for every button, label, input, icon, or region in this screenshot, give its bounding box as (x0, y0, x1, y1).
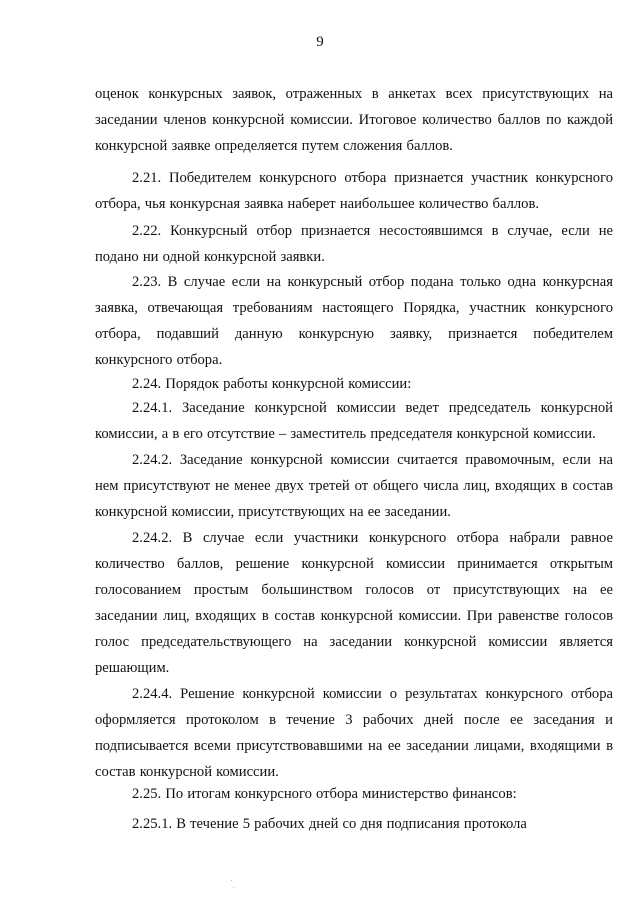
paragraph-2-24-1: 2.24.1. Заседание конкурсной комиссии ведет председатель конкурсной комиссии, а в его отсутствие – заместитель председателя конкурсной комиссии. (95, 399, 613, 442)
scan-speck (231, 880, 232, 881)
paragraph-2-24: 2.24. Порядок работы конкурсной комиссии: (132, 375, 412, 392)
paragraph-2-25-1: 2.25.1. В течение 5 рабочих дней со дня подписания протокола (132, 815, 527, 832)
paragraph-2-25: 2.25. По итогам конкурсного отбора министерство финансов: (132, 785, 517, 802)
paragraph-2-21: 2.21. Победителем конкурсного отбора признается участник конкурсного отбора, чья конкурсная заявка наберет наибольшее количество баллов. (95, 169, 613, 212)
paragraph-2-24-2-quorum: 2.24.2. Заседание конкурсной комиссии считается правомочным, если на нем присутствуют не менее двух третей от общего числа лиц, входящих в состав конкурсной комиссии, присутствующих на ее заседании. (95, 451, 613, 520)
paragraph-continuation: оценок конкурсных заявок, отраженных в анкетах всех присутствующих на заседании членов конкурсной комиссии. Итоговое количество баллов по каждой конкурсной заявке определяется путем сложения баллов. (95, 85, 613, 154)
paragraph-2-24-2-equal-score: 2.24.2. В случае если участники конкурсного отбора набрали равное количество баллов, решение конкурсной комиссии принимается открытым голосованием простым большинством голосов от присутствующих на ее заседании лиц, входящих в состав конкурсной комиссии. При равенстве голосов голос председательствующего на заседании конкурсной комиссии является решающим. (95, 529, 613, 676)
page-number: 9 (316, 34, 324, 50)
paragraph-2-23: 2.23. В случае если на конкурсный отбор подана только одна конкурсная заявка, отвечающая требованиям настоящего Порядка, участник конкурсного отбора, подавший данную конкурсную заявку, признается победителем конкурсного отбора. (95, 273, 613, 368)
paragraph-2-24-4: 2.24.4. Решение конкурсной комиссии о результатах конкурсного отбора оформляется протоколом в течение 3 рабочих дней после ее заседания и подписывается всеми присутствовавшими на ее заседании лицами, входящими в состав конкурсной комиссии. (95, 685, 613, 780)
scan-speck (233, 887, 234, 888)
paragraph-2-22: 2.22. Конкурсный отбор признается несостоявшимся в случае, если не подано ни одной конкурсной заявки. (95, 222, 613, 265)
